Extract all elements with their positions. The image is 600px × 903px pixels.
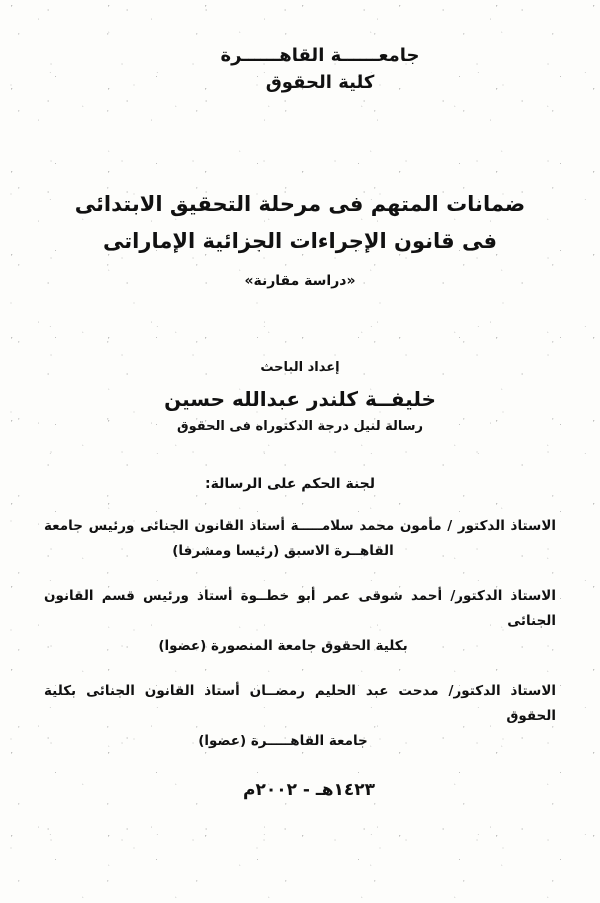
committee-member-line-2: جامعة القاهـــــرة (عضوا) — [198, 733, 368, 750]
thesis-title — [40, 186, 560, 290]
university-name: جامعــــــة القاهــــــرة — [220, 45, 420, 66]
committee-heading: لجنة الحكم على الرسالة: — [204, 476, 376, 493]
faculty-name: كلية الحقوق — [265, 72, 375, 93]
prepared-by-label: إعداد الباحث — [260, 360, 340, 376]
committee-member-line-1: الاستاذ الدكتور / مأمون محمد سلامـــــة أستاذ القانون الجنائى ورئيس جامعة — [44, 518, 556, 535]
title-line-1: ضمانات المتهم فى مرحلة التحقيق الابتدائى — [74, 191, 526, 216]
author-section — [40, 357, 560, 434]
committee-member-line-1: الاستاذ الدكتور/ أحمد شوقى عمر أبو خطــوة أستاذ ورئيس قسم القانون الجنائى — [44, 588, 556, 630]
degree-statement: رسالة لنيل درجة الدكتوراه فى الحقوق — [176, 419, 424, 435]
committee-member-line-1: الاستاذ الدكتور/ مدحت عبد الحليم رمضــان أستاذ القانون الجنائى بكلية الحقوق — [44, 683, 556, 725]
committee-member — [40, 514, 560, 564]
committee-member — [40, 584, 560, 659]
committee-member — [40, 679, 560, 754]
university-header — [40, 42, 560, 98]
committee-member-line-2: القاهــرة الاسبق (رئيسا ومشرفا) — [172, 543, 394, 560]
publication-date: ١٤٢٣هـ - ٢٠٠٢م — [243, 780, 375, 801]
committee-section — [40, 476, 560, 754]
committee-member-line-2: بكلية الحقوق جامعة المنصورة (عضوا) — [158, 638, 408, 655]
title-line-2: فى قانون الإجراءات الجزائية الإماراتى — [103, 228, 497, 253]
author-name: خليفــة كلندر عبدالله حسين — [164, 387, 436, 412]
title-subtitle: «دراسة مقارنة» — [244, 273, 356, 290]
